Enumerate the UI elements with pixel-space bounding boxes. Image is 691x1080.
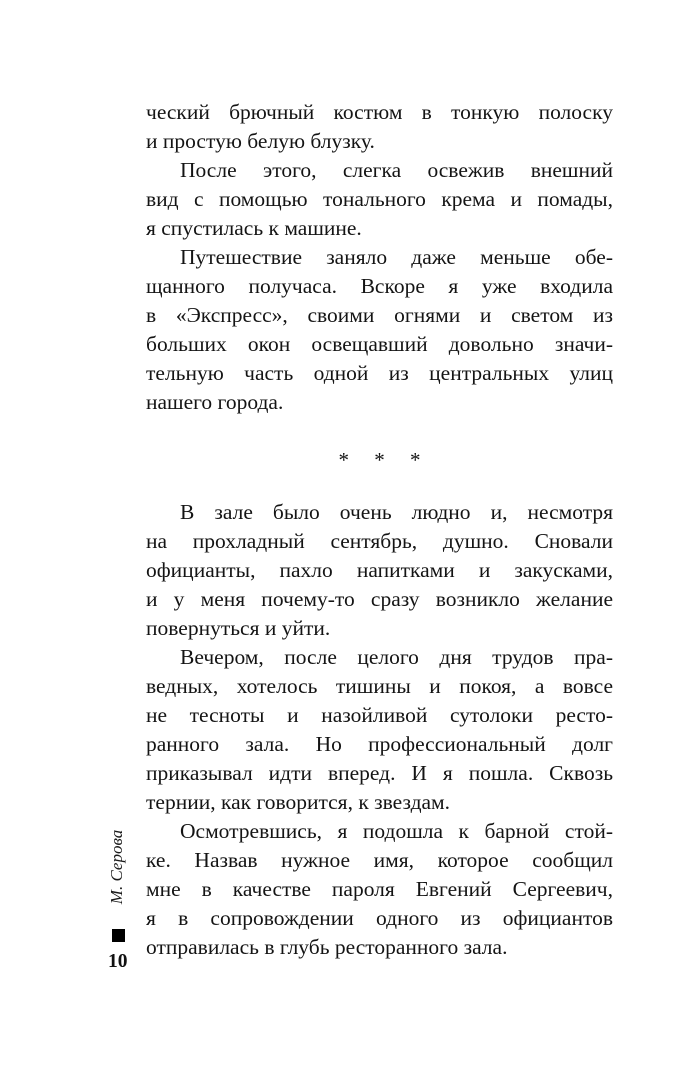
text-line: ке. Назвав нужное имя, которое сообщил — [146, 848, 613, 872]
paragraph — [146, 498, 613, 643]
text-line: и простую белую блузку. — [146, 129, 375, 153]
text-line: мне в качестве пароля Евгений Сергеевич, — [146, 877, 613, 901]
paragraph — [146, 643, 613, 817]
text-line: тернии, как говорится, к звездам. — [146, 790, 451, 814]
text-line: я спустилась к машине. — [146, 216, 362, 240]
text-line: не тесноты и назойливой сутолоки ресто- — [146, 703, 613, 727]
section-separator: * * * — [338, 448, 431, 472]
text-line: щанного получаса. Вскоре я уже входила — [146, 274, 613, 298]
sidebar-author: М. Серова — [107, 829, 126, 905]
text-line: После этого, слегка освежив внешний — [180, 158, 613, 182]
text-line: официанты, пахло напитками и закусками, — [146, 558, 613, 582]
text-line: нашего города. — [146, 390, 284, 414]
page-text — [146, 98, 613, 962]
sidebar-square-marker — [112, 929, 125, 942]
text-line: Путешествие заняло даже меньше обе- — [180, 245, 613, 269]
text-line: отправилась в глубь ресторанного зала. — [146, 935, 508, 959]
paragraph — [146, 98, 613, 156]
page-number: 10 — [108, 951, 128, 972]
text-line: и у меня почему-то сразу возникло желание — [146, 587, 613, 611]
paragraph — [146, 243, 613, 417]
text-line: ведных, хотелось тишины и покоя, а вовсе — [146, 674, 613, 698]
paragraph — [146, 156, 613, 243]
text-line: на прохладный сентябрь, душно. Сновали — [146, 529, 613, 553]
paragraph — [146, 817, 613, 962]
text-line: вид с помощью тонального крема и помады, — [146, 187, 613, 211]
text-line: Вечером, после целого дня трудов пра- — [180, 645, 613, 669]
text-line: я в сопровождении одного из официантов — [146, 906, 613, 930]
text-line: тельную часть одной из центральных улиц — [146, 361, 613, 385]
text-line: ческий брючный костюм в тонкую полоску — [146, 100, 613, 124]
text-line: ранного зала. Но профессиональный долг — [146, 732, 613, 756]
text-line: В зале было очень людно и, несмотря — [180, 500, 613, 524]
text-line: повернуться и уйти. — [146, 616, 331, 640]
text-line: Осмотревшись, я подошла к барной стой- — [180, 819, 613, 843]
text-line: в «Экспресс», своими огнями и светом из — [146, 303, 613, 327]
text-line: приказывал идти вперед. И я пошла. Сквозь — [146, 761, 613, 785]
text-line: больших окон освещавший довольно значи- — [146, 332, 613, 356]
